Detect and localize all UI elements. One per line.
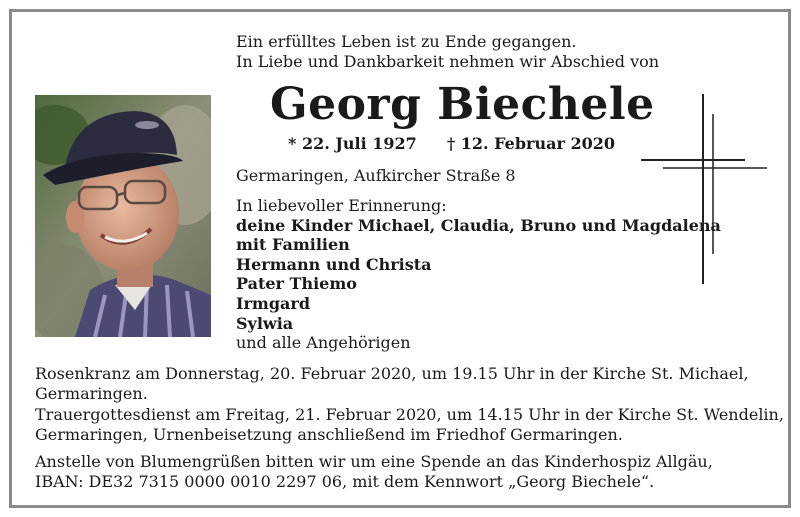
mourner-line: Pater Thiemo <box>236 274 357 294</box>
mourner-line: deine Kinder Michael, Claudia, Bruno und Magdalena <box>236 215 721 235</box>
birth-date: * 22. Juli 1927 <box>288 134 417 153</box>
donation-notice <box>35 452 780 491</box>
intro-text <box>236 32 659 72</box>
mourner-line: Hermann und Christa <box>236 254 432 274</box>
mourner-line: Irmgard <box>236 293 311 313</box>
donation-line-2: IBAN: DE32 7315 0000 0010 2297 06, mit dem Kennwort „Georg Biechele“. <box>35 471 655 491</box>
intro-line-1: Ein erfülltes Leben ist zu Ende gegangen. <box>236 32 577 51</box>
donation-line-1: Anstelle von Blumengrüßen bitten wir um eine Spende an das Kinderhospiz Allgäu, <box>35 452 713 471</box>
rosary-line-2: Germaringen. <box>35 383 148 403</box>
intro-line-2: In Liebe und Dankbarkeit nehmen wir Abschied von <box>236 52 660 71</box>
life-dates <box>288 134 615 154</box>
mourners-heading: In liebevoller Erinnerung: <box>236 196 447 215</box>
mourners-closing: und alle Angehörigen <box>236 333 411 353</box>
funeral-service-notice <box>35 405 784 444</box>
service-line-1: Trauergottesdienst am Freitag, 21. Februar 2020, um 14.15 Uhr in der Kirche St. Wendelin, <box>35 405 784 424</box>
deceased-name: Georg Biechele <box>270 79 655 130</box>
mourner-line: mit Familien <box>236 235 350 255</box>
mourner-line: Sylwia <box>236 313 294 333</box>
service-line-2: Germaringen, Urnenbeisetzung anschließend im Friedhof Germaringen. <box>35 424 623 444</box>
portrait-photo <box>35 95 211 337</box>
cross-icon <box>641 94 767 284</box>
deceased-address: Germaringen, Aufkircher Straße 8 <box>236 166 516 185</box>
rosary-line-1: Rosenkranz am Donnerstag, 20. Februar 2020, um 19.15 Uhr in der Kirche St. Michael, <box>35 364 749 383</box>
rosary-notice <box>35 364 780 403</box>
death-date: † 12. Februar 2020 <box>446 134 615 153</box>
obituary-frame <box>9 9 791 508</box>
